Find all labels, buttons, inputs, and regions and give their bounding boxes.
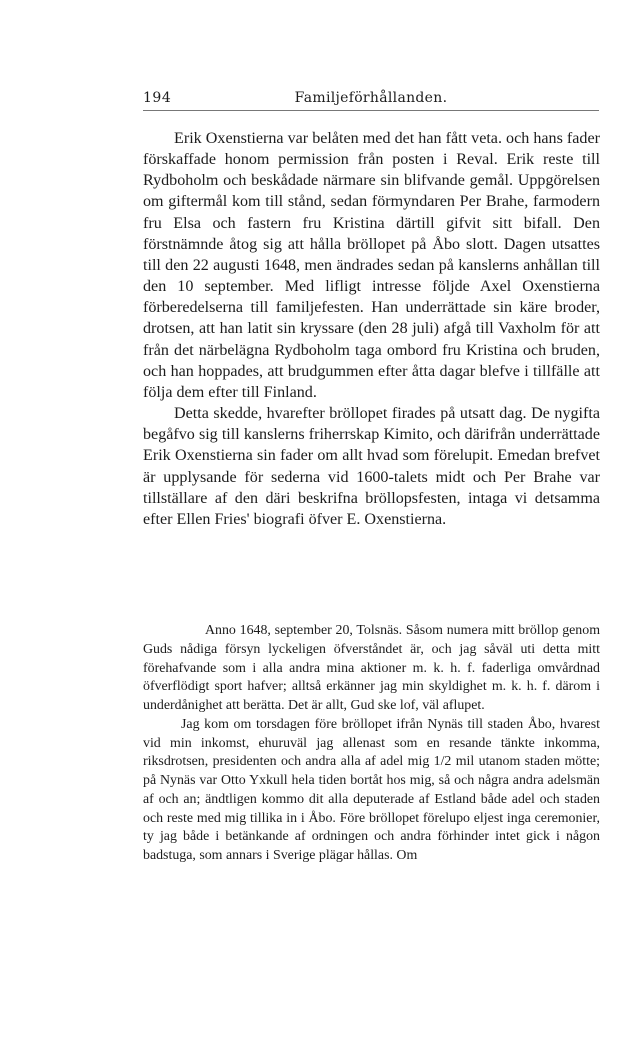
paragraph: Erik Oxenstierna var belåten med det han fått veta. och hans fader förskaffade honom permission från posten i Reval. Erik reste till Rydboholm och beskådade närmare sin blifvande gemål. Uppgörelsen om giftermål kom till stånd, sedan förmyndaren Per Brahe, farmodern fru Elsa och fastern fru Kristina därtill gifvit sitt bifall. Den förstnämnde åtog sig att hålla bröllopet på Åbo slott. Dagen utsattes till den 22 augusti 1648, men ändrades sedan på kanslerns anhållan till den 10 september. Med lifligt intresse följde Axel Oxenstierna förberedelserna till familjefesten. Han underrättade sin käre broder, drotsen, att han latit sin kryssare (den 28 juli) afgå till Vaxholm för att från det närbelägna Rydboholm taga ombord fru Kristina och bruden, och han hoppades, att brudgummen efter åtta dagar blefve i tillfälle att följa dem efter till Finland.: [143, 130, 600, 401]
paragraph: Detta skedde, hvarefter bröllopet firades på utsatt dag. De nygifta begåfvo sig till kanslerns friherrskap Kimito, och därifrån underrättade Erik Oxenstierna sin fader om allt hvad som förelupit. Emedan brefvet är upplysande för sederna vid 1600-talets midt och Per Brahe var tillställare af den däri beskrifna bröllopsfesten, intaga vi detsamma efter Ellen Fries' biografi öfver E. Oxenstierna.: [143, 405, 600, 528]
quoted-letter: [143, 622, 600, 866]
running-title: Familjeförhållanden.: [294, 90, 448, 106]
page-number: 194: [143, 90, 172, 106]
main-text: [143, 128, 600, 530]
quote-paragraph: Anno 1648, september 20, Tolsnäs. Såsom numera mitt bröllop genom Guds nådiga försyn lyckeligen öfverståndet är, och jag såväl uti detta mitt förehafvande som i alla andra mina aktioner m. k. h. f. faderliga omvårdnad öfverflödigt sport hafver; alltså erkänner jag min skyldighet m. k. h. f. därom i underdånighet att berätta. Det är allt, Gud ske lof, väl aflupet.: [143, 623, 600, 713]
header-rule: [143, 110, 599, 111]
quote-paragraph: Jag kom om torsdagen före bröllopet ifrån Nynäs till staden Åbo, hvarest vid min inkomst, ehuruväl jag allenast som en resande tänkte inkomma, riksdrotsen, presidenten och andra alla af adel mig 1/2 mil utanom staden mötte; på Nynäs var Otto Yxkull hela tiden bortåt hos mig, så och några andra adelsmän af och an; ändtligen kommo dit alla deputerade af Estland både adel och staden och reste med mig tillika in i Åbo. Före bröllopet förelupo eljest inga ceremonier, ty jag både i betänkande af ordningen och andra förhinder intet gick i någon badstuga, som annars i Sverige plägar hållas. Om: [143, 716, 600, 863]
page-header: [143, 90, 599, 112]
